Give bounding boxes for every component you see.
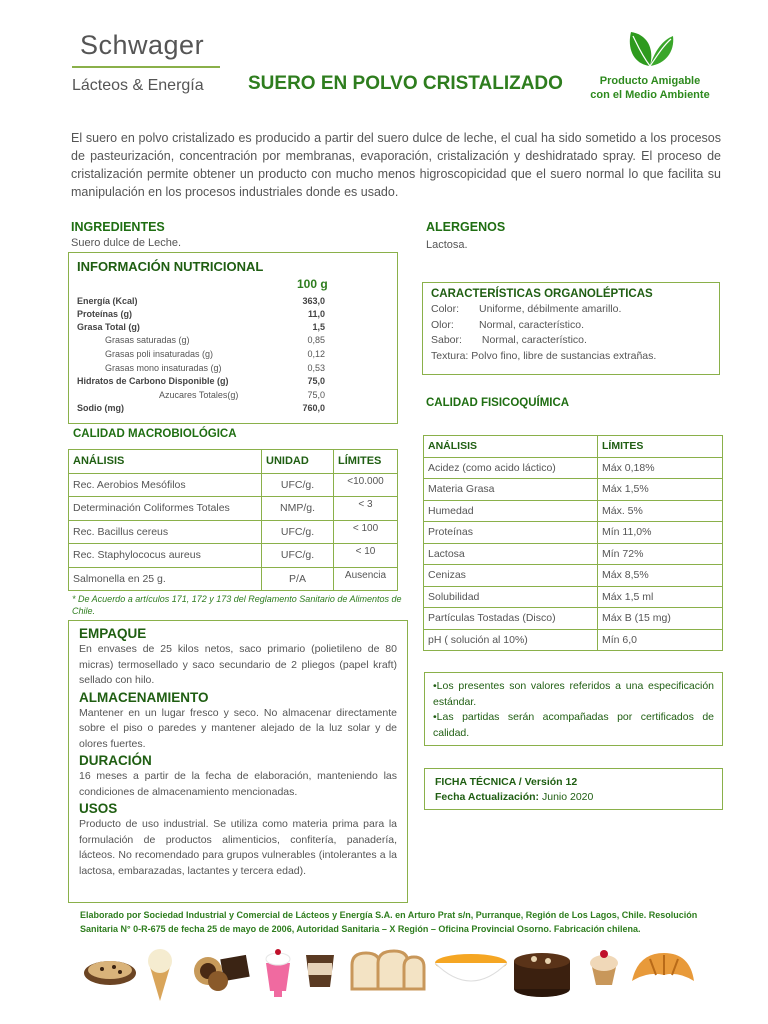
table-header: LÍMITES [598, 436, 723, 458]
table-row: Salmonella en 25 g. P/A Ausencia [69, 567, 398, 591]
storage-heading: ALMACENAMIENTO [79, 689, 209, 705]
cookies-icon [80, 945, 142, 995]
storage-text: Mantener en un lugar fresco y seco. No almacenar directamente sobre el piso o paredes y mantener alejado de la luz solar y de olores fuertes. [79, 706, 397, 750]
soup-bowl-icon [432, 945, 510, 989]
macro-table [68, 449, 398, 591]
organoleptic-row: Sabor: Normal, característico. [431, 334, 587, 346]
uses-heading: USOS [79, 801, 118, 816]
table-header-row [424, 436, 723, 458]
uses-text: Producto de uso industrial. Se utiliza como materia prima para la formulación de productos alimenticios, confitería, panadería, lácteos. No recomendado para grupos vulnerables (intolerantes a la lactosa, embarazadas, lactantes y tercera edad). [79, 818, 397, 877]
nutrition-row: Azucares Totales(g) 75,0 [159, 390, 325, 400]
table-row: Lactosa Mín 72% [424, 543, 723, 565]
nutrition-row: Grasa Total (g) 1,5 [77, 322, 325, 332]
coffee-cup-icon [300, 945, 340, 993]
table-header-row [69, 450, 398, 474]
spec-sheet-version: FICHA TÉCNICA / Versión 12 [435, 776, 578, 788]
nutrition-title: INFORMACIÓN NUTRICIONAL [77, 259, 264, 274]
macro-heading: CALIDAD MACROBIOLÓGICA [73, 428, 237, 440]
chocolate-cake-icon [510, 945, 574, 1001]
croissant-icon [628, 945, 698, 995]
table-header: LÍMITES [334, 450, 398, 474]
milkshake-icon [260, 945, 296, 1003]
shelf-life-text: 16 meses a partir de la fecha de elaboración, manteniendo las condiciones de almacenamiento mencionadas. [79, 770, 397, 798]
table-row: Cenizas Máx 8,5% [424, 565, 723, 587]
table-row: pH ( solución al 10%) Mín 6,0 [424, 629, 723, 651]
ice-cream-cone-icon [142, 945, 178, 1003]
nutrition-row: Grasas saturadas (g) 0,85 [105, 335, 325, 345]
food-illustrations [80, 945, 720, 1005]
table-header: UNIDAD [262, 450, 334, 474]
brand-logo-subtitle: Lácteos & Energía [72, 77, 204, 94]
organoleptic-title: CARACTERÍSTICAS ORGANOLÉPTICAS [431, 288, 653, 300]
allergens-heading: ALERGENOS [426, 220, 506, 234]
cookies-chocolate-icon [186, 945, 252, 993]
spec-sheet-panel [424, 768, 723, 810]
product-title: SUERO EN POLVO CRISTALIZADO [248, 73, 563, 94]
table-row: Proteínas Mín 11,0% [424, 522, 723, 544]
nutrition-row: Sodio (mg) 760,0 [77, 403, 325, 413]
note-item: •Los presentes son valores referidos a una especificación estándar. [433, 680, 714, 708]
packaging-heading: EMPAQUE [79, 626, 147, 641]
green-leaves-icon [623, 28, 677, 68]
nutrition-panel [68, 252, 398, 424]
nutrition-row: Proteínas (g) 11,0 [77, 309, 325, 319]
eco-badge-line2: con el Medio Ambiente [590, 89, 710, 101]
ingredients-heading: INGREDIENTES [71, 220, 165, 234]
shelf-life-heading: DURACIÓN [79, 753, 152, 768]
nutrition-row: Energía (Kcal) 363,0 [77, 296, 325, 306]
cupcake-icon [586, 945, 622, 989]
table-row: Acidez (como acido láctico) Máx 0,18% [424, 457, 723, 479]
table-row: Solubilidad Máx 1,5 ml [424, 586, 723, 608]
brand-logo-divider [72, 66, 220, 68]
allergens-text: Lactosa. [426, 239, 468, 251]
nutrition-row: Hidratos de Carbono Disponible (g) 75,0 [77, 376, 325, 386]
table-header: ANÁLISIS [69, 450, 262, 474]
organoleptic-row: Textura: Polvo fino, libre de sustancias extrañas. [431, 349, 657, 362]
note-item: •Las partidas serán acompañadas por certificados de calidad. [433, 711, 714, 739]
bread-slices-icon [348, 945, 428, 995]
nutrition-row: Grasas poli insaturadas (g) 0,12 [105, 349, 325, 359]
notes-panel [424, 672, 723, 746]
table-row: Humedad Máx. 5% [424, 500, 723, 522]
brand-logo-name: Schwager [80, 30, 205, 60]
product-description: El suero en polvo cristalizado es producido a partir del suero dulce de leche, el cual ha sido sometido a los procesos de pasteurización, concentración por membranas, evaporación, cristalización y deshidratado spray. El proceso de cristalización permite obtener un producto con mucho menos higroscopicidad que el suero normal lo que facilita su manipulación en los procesos industriales donde es usado. [71, 131, 721, 199]
table-row: Determinación Coliformes Totales NMP/g. < 3 [69, 497, 398, 521]
product-details-panel [68, 620, 408, 903]
spec-sheet-date-row: Fecha Actualización: Junio 2020 [435, 791, 594, 803]
eco-badge-line1: Producto Amigable [599, 75, 701, 87]
organoleptic-panel [422, 282, 720, 375]
ingredients-text: Suero dulce de Leche. [71, 237, 182, 249]
table-row: Rec. Bacillus cereus UFC/g. < 100 [69, 520, 398, 544]
physicochemical-table [423, 435, 723, 651]
organoleptic-row: Color: Uniforme, débilmente amarillo. [431, 303, 622, 315]
nutrition-column-header: 100 g [297, 277, 328, 291]
organoleptic-row: Olor: Normal, característico. [431, 318, 585, 331]
packaging-text: En envases de 25 kilos netos, saco primario (polietileno de 80 micras) termosellado y saco secundario de 2 pliegos (papel kraft) sellado con hilo. [79, 643, 397, 686]
nutrition-row: Grasas mono insaturadas (g) 0,53 [105, 363, 325, 373]
table-row: Materia Grasa Máx 1,5% [424, 479, 723, 501]
table-row: Rec. Staphylococus aureus UFC/g. < 10 [69, 544, 398, 568]
footer-text: Elaborado por Sociedad Industrial y Comercial de Lácteos y Energía S.A. en Arturo Prat s/n, Purranque, Región de Los Lagos, Chile. Resolución Sanitaria N° 0-R-675 de fecha 25 de mayo de 2006, Autoridad Sanitaria – X Región – Oficina Provincial Osorno. Fabricación chilena. [80, 910, 698, 934]
physicochemical-heading: CALIDAD FISICOQUÍMICA [426, 397, 570, 409]
table-header: ANÁLISIS [424, 436, 598, 458]
eco-badge [590, 28, 710, 101]
macro-footnote: * De Acuerdo a artículos 171, 172 y 173 del Reglamento Sanitario de Alimentos de Chile. [72, 594, 402, 616]
table-row: Partículas Tostadas (Disco) Máx B (15 mg) [424, 608, 723, 630]
table-row: Rec. Aerobios Mesófilos UFC/g. <10.000 [69, 473, 398, 497]
